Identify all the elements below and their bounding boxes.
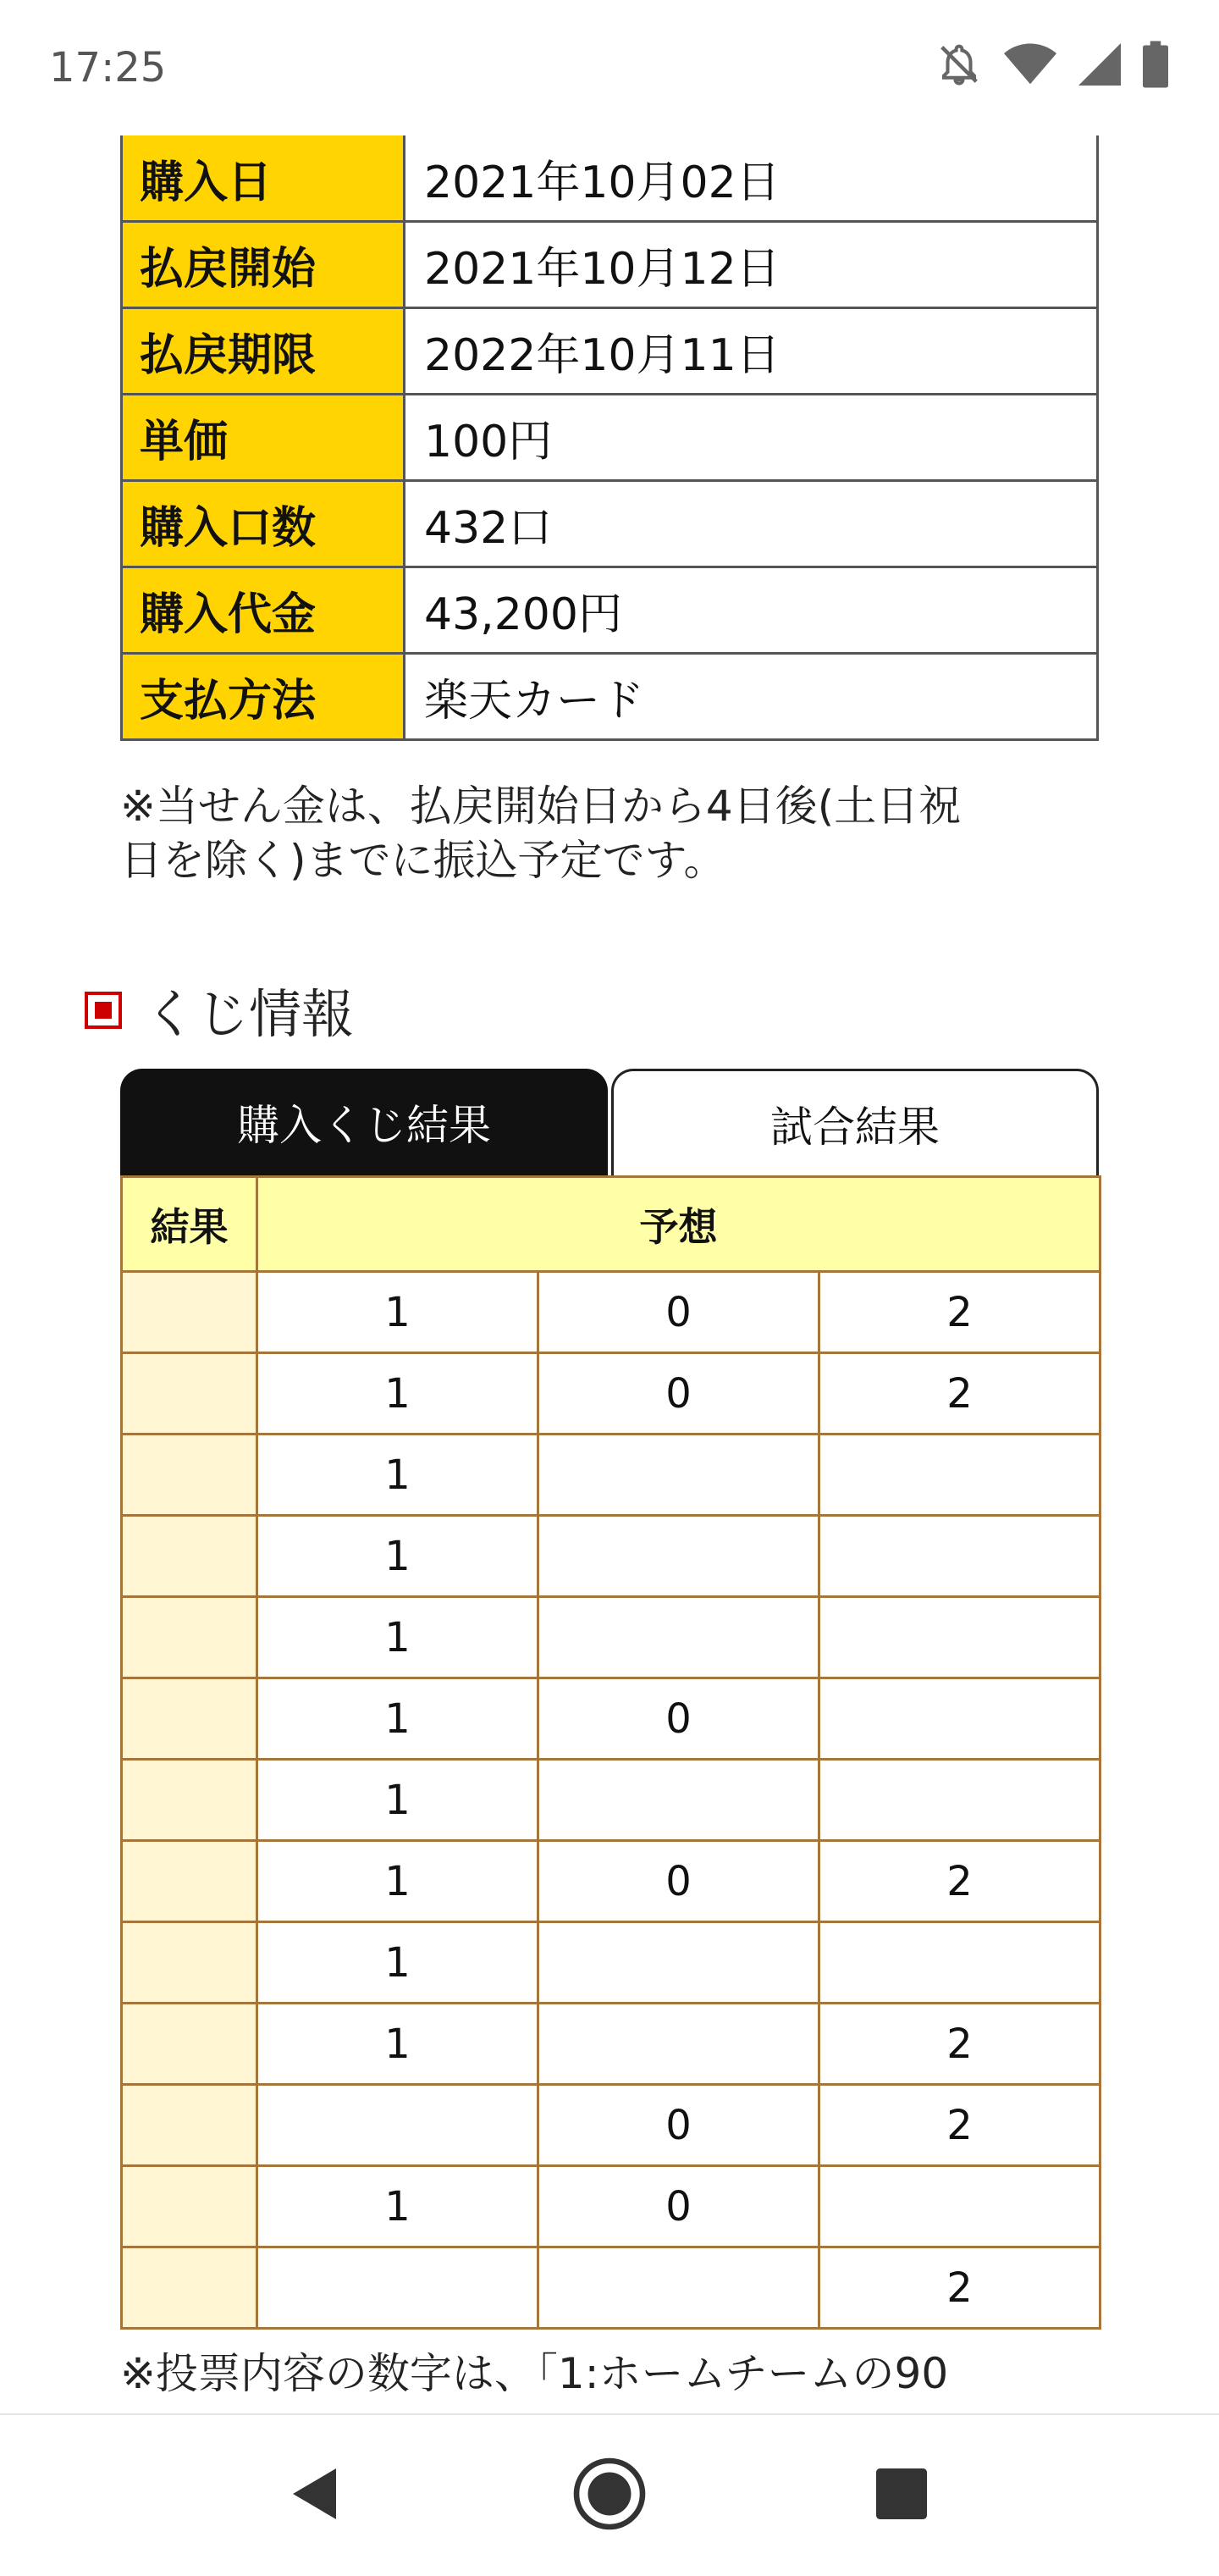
status-icons xyxy=(936,41,1168,88)
table-row xyxy=(122,1841,1100,1922)
table-row xyxy=(122,2004,1100,2085)
square-bullet-icon xyxy=(85,992,122,1029)
back-icon xyxy=(290,2466,341,2525)
pick-cell xyxy=(819,1434,1100,1516)
back-button[interactable] xyxy=(278,2457,354,2534)
vote-note: ※投票内容の数字は、「1:ホームチームの90 xyxy=(120,2349,949,2398)
pick-cell: 1 xyxy=(257,1597,538,1678)
status-bar xyxy=(0,0,1219,135)
pick-cell: 2 xyxy=(819,2247,1100,2329)
pick-cell: 1 xyxy=(257,1353,538,1434)
info-label: 購入代金 xyxy=(122,567,405,654)
pick-cell xyxy=(538,2004,819,2085)
result-cell xyxy=(122,1922,257,2004)
payout-note-line: 日を除く)までに振込予定です。 xyxy=(120,836,726,885)
table-row xyxy=(122,1434,1100,1516)
info-value: 100円 xyxy=(405,395,1098,481)
result-cell xyxy=(122,2166,257,2247)
pick-cell xyxy=(257,2085,538,2166)
tab-purchased-results[interactable]: 購入くじ結果 xyxy=(120,1069,608,1175)
recents-button[interactable] xyxy=(863,2457,940,2534)
info-row xyxy=(122,654,1098,740)
pick-cell: 2 xyxy=(819,1353,1100,1434)
pick-cell: 1 xyxy=(257,1678,538,1760)
payout-note-line: ※当せん金は、払戻開始日から4日後(土日祝 xyxy=(120,782,962,831)
purchase-info-table xyxy=(120,135,1099,741)
info-value: 2022年10月11日 xyxy=(405,308,1098,395)
result-cell xyxy=(122,1678,257,1760)
home-button[interactable] xyxy=(571,2457,648,2534)
pick-cell xyxy=(819,1922,1100,2004)
table-row xyxy=(122,1353,1100,1434)
table-row xyxy=(122,1597,1100,1678)
info-label: 払戻期限 xyxy=(122,308,405,395)
pick-cell xyxy=(819,2166,1100,2247)
pick-cell: 0 xyxy=(538,1272,819,1353)
info-row xyxy=(122,567,1098,654)
tab-match-results[interactable]: 試合結果 xyxy=(611,1069,1099,1175)
table-header-row xyxy=(122,1177,1100,1272)
battery-icon xyxy=(1143,41,1168,88)
section-header xyxy=(85,972,354,1048)
info-row xyxy=(122,222,1098,308)
info-value: 432口 xyxy=(405,481,1098,567)
pick-cell: 1 xyxy=(257,2004,538,2085)
result-tabs xyxy=(120,1069,1099,1175)
result-cell xyxy=(122,1272,257,1353)
info-label: 単価 xyxy=(122,395,405,481)
pick-cell: 2 xyxy=(819,2004,1100,2085)
table-row xyxy=(122,1516,1100,1597)
info-value: 43,200円 xyxy=(405,567,1098,654)
info-row xyxy=(122,481,1098,567)
pick-cell: 2 xyxy=(819,1272,1100,1353)
info-value: 楽天カード xyxy=(405,654,1098,740)
result-cell xyxy=(122,1353,257,1434)
header-result: 結果 xyxy=(122,1177,257,1272)
info-label: 購入日 xyxy=(122,135,405,222)
info-value: 2021年10月12日 xyxy=(405,222,1098,308)
info-row xyxy=(122,308,1098,395)
table-row xyxy=(122,1922,1100,2004)
pick-cell: 0 xyxy=(538,2166,819,2247)
wifi-icon xyxy=(1004,41,1056,87)
pick-cell: 1 xyxy=(257,1434,538,1516)
table-row xyxy=(122,2166,1100,2247)
pick-cell xyxy=(538,1597,819,1678)
cell-signal-icon xyxy=(1078,43,1121,86)
pick-cell: 1 xyxy=(257,1922,538,2004)
pick-cell: 1 xyxy=(257,2166,538,2247)
pick-cell: 0 xyxy=(538,1353,819,1434)
prediction-rows xyxy=(122,1272,1100,2329)
navigation-bar xyxy=(0,2413,1219,2576)
result-cell xyxy=(122,2004,257,2085)
pick-cell xyxy=(819,1597,1100,1678)
result-cell xyxy=(122,2085,257,2166)
prediction-table xyxy=(120,1175,1101,2330)
pick-cell: 0 xyxy=(538,1841,819,1922)
pick-cell: 0 xyxy=(538,2085,819,2166)
info-label: 購入口数 xyxy=(122,481,405,567)
result-cell xyxy=(122,1434,257,1516)
pick-cell: 0 xyxy=(538,1678,819,1760)
info-row xyxy=(122,395,1098,481)
pick-cell xyxy=(819,1678,1100,1760)
pick-cell: 1 xyxy=(257,1516,538,1597)
table-row xyxy=(122,1272,1100,1353)
result-cell xyxy=(122,1516,257,1597)
info-value: 2021年10月02日 xyxy=(405,135,1098,222)
payout-note xyxy=(120,779,1102,887)
result-cell xyxy=(122,1841,257,1922)
pick-cell: 1 xyxy=(257,1841,538,1922)
info-row xyxy=(122,135,1098,222)
recents-icon xyxy=(876,2468,927,2523)
pick-cell xyxy=(538,1760,819,1841)
table-row xyxy=(122,1760,1100,1841)
result-cell xyxy=(122,1760,257,1841)
table-row xyxy=(122,2247,1100,2329)
home-icon xyxy=(571,2456,648,2535)
table-row xyxy=(122,1678,1100,1760)
result-cell xyxy=(122,1597,257,1678)
pick-cell xyxy=(257,2247,538,2329)
pick-cell xyxy=(819,1516,1100,1597)
pick-cell xyxy=(538,1922,819,2004)
pick-cell: 1 xyxy=(257,1760,538,1841)
header-prediction: 予想 xyxy=(257,1177,1100,1272)
pick-cell: 2 xyxy=(819,2085,1100,2166)
info-label: 払戻開始 xyxy=(122,222,405,308)
pick-cell xyxy=(538,1434,819,1516)
section-title: くじ情報 xyxy=(144,983,355,1045)
bell-off-icon xyxy=(936,41,982,87)
pick-cell xyxy=(819,1760,1100,1841)
pick-cell: 1 xyxy=(257,1272,538,1353)
info-label: 支払方法 xyxy=(122,654,405,740)
table-row xyxy=(122,2085,1100,2166)
pick-cell xyxy=(538,1516,819,1597)
pick-cell xyxy=(538,2247,819,2329)
status-time: 17:25 xyxy=(49,44,167,91)
pick-cell: 2 xyxy=(819,1841,1100,1922)
result-cell xyxy=(122,2247,257,2329)
